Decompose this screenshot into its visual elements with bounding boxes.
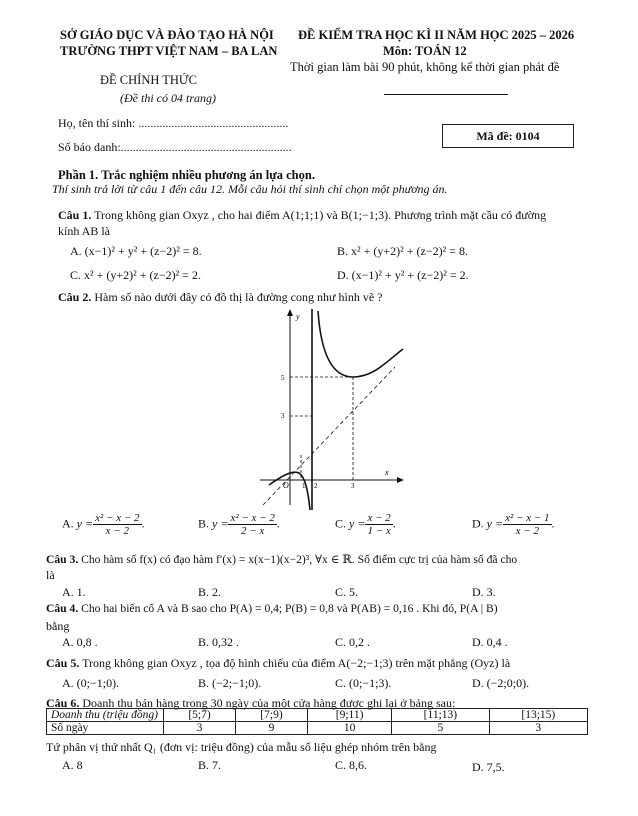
q2-option-b-numerator: x² − x − 2 — [230, 512, 275, 524]
y-axis-label: y — [296, 312, 300, 321]
table-cell: 3 — [164, 722, 236, 735]
q3-label: Câu 3. — [46, 553, 79, 566]
candidate-name: Họ, tên thí sinh: .................................................. — [58, 116, 289, 130]
department-name: SỞ GIÁO DỤC VÀ ĐÀO TẠO HÀ NỘI — [60, 28, 274, 42]
q5-option-b: B. (−2;−1;0). — [198, 676, 262, 690]
q5-text — [46, 656, 510, 671]
origin-label: O — [283, 481, 289, 490]
q1-stem-2: kính AB là — [58, 224, 111, 238]
q5-option-c: C. (0;−1;3). — [335, 676, 392, 690]
q2-option-a-fraction — [93, 512, 141, 537]
q2-option-b-denominator: 2 − x — [241, 525, 265, 537]
tick-x1: 1 — [302, 482, 306, 490]
tick-x2: 2 — [314, 482, 318, 490]
exam-title: ĐỀ KIỂM TRA HỌC KÌ II NĂM HỌC 2025 – 2026 — [298, 28, 575, 42]
q5-option-a: A. (0;−1;0). — [62, 676, 120, 690]
exam-time: Thời gian làm bài 90 phút, không kể thời gian phát đề — [290, 60, 560, 74]
table-header-revenue: Doanh thu (triệu đồng) — [47, 709, 164, 722]
tick-x3: 3 — [351, 482, 355, 490]
q2-option-c: C. y = $\frac{x - 2}{1 - x}$ . — [335, 512, 396, 537]
q2-option-c-fraction — [365, 512, 392, 537]
table-cell: [11;13) — [392, 709, 489, 722]
q2-option-d-y: y = — [486, 516, 504, 531]
q2-option-b-letter: B. — [198, 516, 210, 531]
q4-text — [46, 602, 498, 615]
table-cell: 10 — [307, 722, 391, 735]
q2-graph — [255, 305, 415, 515]
q5-option-d: D. (−2;0;0). — [472, 676, 530, 690]
q1-text — [58, 208, 546, 223]
q4-option-d: D. 0,4 . — [472, 635, 508, 649]
curve-right-branch — [318, 311, 403, 377]
q2-option-b: B. y = $\frac{\text{x² − x − 2}}{2 - x}$ . — [198, 512, 280, 537]
q6-option-c: C. 8,6. — [335, 758, 368, 772]
q2-stem: Hàm số nào dưới đây có đồ thị là đường cong như hình vẽ ? — [94, 290, 383, 304]
q4-option-c: C. 0,2 . — [335, 635, 371, 649]
x-axis-arrow — [397, 477, 404, 483]
table-cell: 3 — [489, 722, 587, 735]
header-divider — [384, 94, 508, 95]
y-axis-arrow — [287, 309, 293, 316]
q6-stem: Doanh thu bán hàng trong 30 ngày của một cửa hàng được ghi lại ở bảng sau: — [82, 696, 456, 710]
table-header-days: Số ngày — [47, 722, 164, 735]
table-cell: [13;15) — [489, 709, 587, 722]
q4-label: Câu 4. — [46, 602, 79, 615]
q3-option-d: D. 3. — [472, 585, 496, 599]
page-count: (Đề thi có 04 trang) — [120, 91, 216, 105]
oblique-asymptote — [263, 367, 395, 505]
part1-title: Phần 1. Trắc nghiệm nhiều phương án lựa chọn. — [58, 168, 315, 182]
q2-option-a: A. y = $\frac{\text{x² − x − 2}}{x - 2}$ . — [62, 512, 145, 537]
q1-option-c: C. x² + (y+2)² + (z−2)² = 2. — [70, 268, 201, 282]
q6-option-a: A. 8 — [62, 758, 83, 772]
q2-option-a-denominator: x − 2 — [105, 525, 129, 537]
table-cell: [5;7) — [164, 709, 236, 722]
school-name: TRƯỜNG THPT VIỆT NAM – BA LAN — [60, 44, 278, 58]
q2-option-c-y: y = — [349, 516, 366, 531]
q4-option-b: B. 0,32 . — [198, 635, 240, 649]
subject: Môn: TOÁN 12 — [383, 44, 467, 58]
frequency-table — [46, 708, 588, 735]
q3-text — [46, 552, 517, 566]
q4-stem: Cho hai biến cố A và B sao cho P(A) = 0,4; P(B) = 0,8 và P(AB) = 0,16 . Khi đó, P(A | B) — [81, 602, 498, 615]
candidate-id: Số báo danh:......................................................... — [58, 140, 292, 154]
table-cell: 5 — [392, 722, 489, 735]
q5-label: Câu 5. — [46, 656, 80, 670]
q4-option-a: A. 0,8 . — [62, 635, 98, 649]
q5-stem: Trong không gian Oxyz , tọa độ hình chiếu của điểm A(−2;−1;3) trên mặt phẳng (Oyz) là — [82, 656, 511, 670]
official-label: ĐỀ CHÍNH THỨC — [100, 73, 197, 87]
q6-label: Câu 6. — [46, 696, 80, 710]
q2-option-d-fraction — [503, 512, 551, 537]
q6-stem-2: Tứ phân vị thứ nhất Q₁ (đơn vị: triệu đồng) của mẫu số liệu ghép nhóm trên bằng — [46, 740, 437, 754]
tick-y3: 3 — [281, 412, 285, 420]
q3-option-a: A. 1. — [62, 585, 86, 599]
q1-stem: Trong không gian Oxyz , cho hai điểm A(1;1;1) và B(1;−1;3). Phương trình mặt cầu có đường — [94, 208, 547, 222]
q2-label: Câu 2. — [58, 290, 92, 304]
q2-option-a-y: y = — [76, 516, 94, 531]
x-axis-label: x — [385, 468, 389, 477]
q2-option-c-letter: C. — [335, 516, 347, 531]
q3-stem-2: là — [46, 568, 55, 582]
q2-option-d-letter: D. — [472, 516, 484, 531]
q2-option-b-y: y = — [212, 516, 229, 531]
q3-stem: Cho hàm số f(x) có đạo hàm f′(x) = x(x−1)(x−2)³, ∀x ∈ ℝ. Số điểm cực trị của hàm số đã cho — [81, 553, 518, 566]
table-row — [47, 709, 588, 722]
q3-option-b: B. 2. — [198, 585, 222, 599]
q2-text — [58, 290, 383, 305]
q2-option-a-letter: A. — [62, 516, 74, 531]
q2-option-b-fraction — [228, 512, 276, 537]
q4-stem-2: bằng — [46, 619, 70, 633]
q2-option-d: D. y = $\frac{\text{x² − x − 1}}{x - 2}$ . — [472, 512, 555, 537]
q6-option-b: B. 7. — [198, 758, 222, 772]
q2-option-c-denominator: 1 − x — [367, 525, 391, 537]
table-row — [47, 722, 588, 735]
q1-label: Câu 1. — [58, 208, 92, 222]
q2-option-a-numerator: x² − x − 2 — [95, 512, 140, 524]
q6-option-d: D. 7,5. — [472, 760, 505, 774]
q3-option-c: C. 5. — [335, 585, 359, 599]
q1-option-b: B. x² + (y+2)² + (z−2)² = 8. — [337, 244, 468, 258]
part1-instruction: Thí sinh trả lời từ câu 1 đến câu 12. Mỗi câu hỏi thí sinh chỉ chọn một phương án. — [52, 182, 448, 196]
table-cell: [7;9) — [235, 709, 307, 722]
q2-option-c-numerator: x − 2 — [367, 512, 391, 524]
q1-option-d: D. (x−1)² + y² + (z−2)² = 2. — [337, 268, 469, 282]
exam-code-box: Mã đề: 0104 — [442, 124, 574, 148]
table-cell: [9;11) — [307, 709, 391, 722]
tick-y5: 5 — [281, 374, 285, 382]
q2-option-d-numerator: x² − x − 1 — [505, 512, 550, 524]
q1-option-a: A. (x−1)² + y² + (z−2)² = 8. — [70, 244, 202, 258]
q2-option-d-denominator: x − 2 — [515, 525, 539, 537]
table-cell: 9 — [235, 722, 307, 735]
